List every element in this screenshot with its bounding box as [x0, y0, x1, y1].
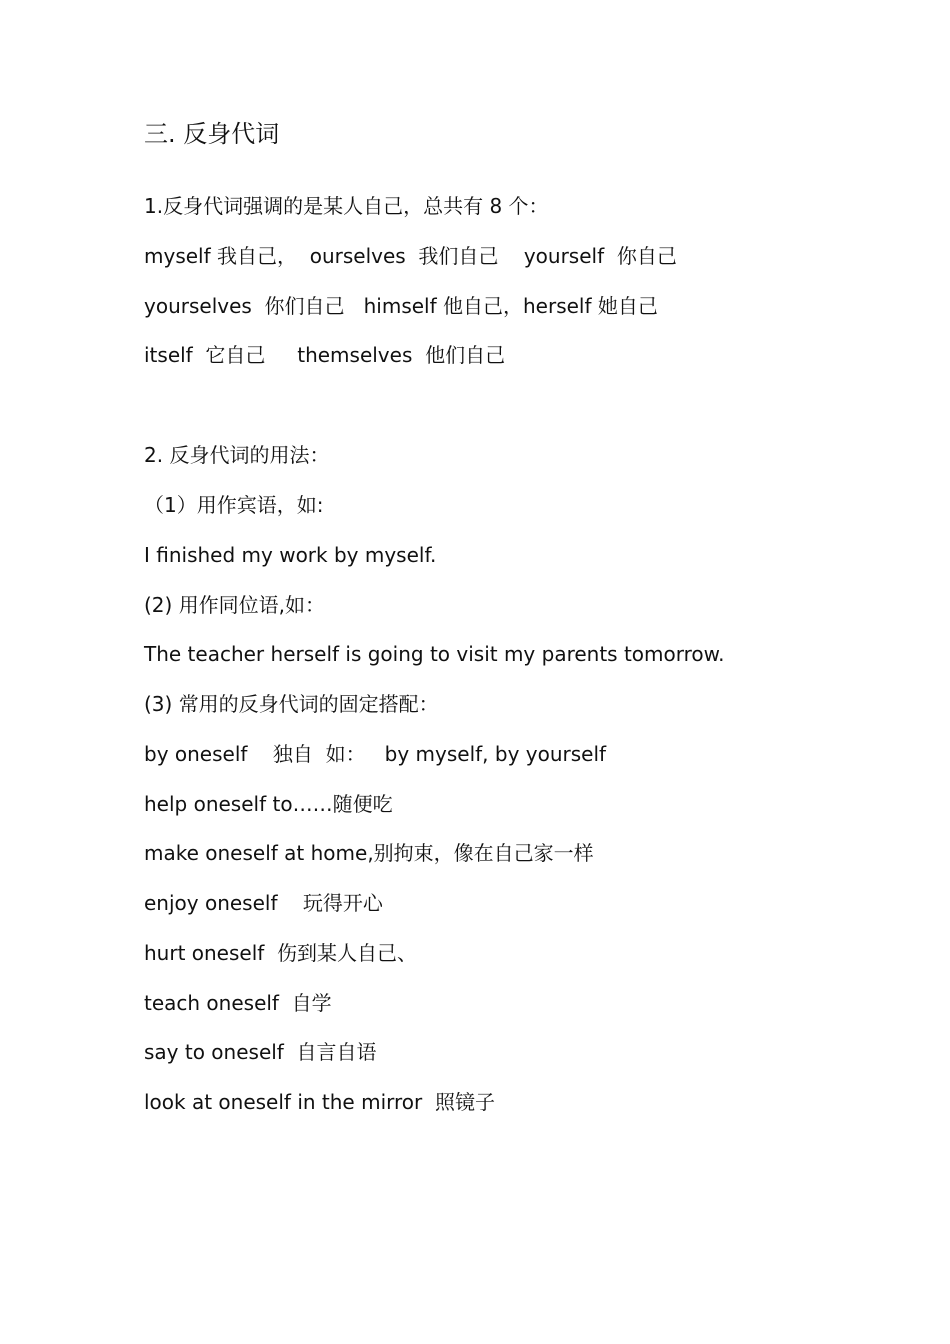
phrase-item: make oneself at home,别拘束，像在自己家一样 [144, 841, 594, 865]
section2-title: 2. 反身代词的用法： [144, 443, 330, 467]
phrase-item: hurt oneself 伤到某人自己、 [144, 941, 418, 965]
phrase-item: look at oneself in the mirror 照镜子 [144, 1090, 495, 1114]
phrase-item: help oneself to……随便吃 [144, 792, 393, 816]
pronoun-list-row-2: yourselves 你们自己 himself 他自己，herself 她自己 [144, 294, 658, 318]
phrase-item: say to oneself 自言自语 [144, 1040, 377, 1064]
usage-3-label: (3) 常用的反身代词的固定搭配： [144, 692, 439, 716]
phrase-item: by oneself 独自 如： by myself, by yourself [144, 742, 607, 766]
usage-1-example: I finished my work by myself. [144, 543, 437, 567]
phrase-item: teach oneself 自学 [144, 991, 332, 1015]
pronoun-list-row-1: myself 我自己， ourselves 我们自己 yourself 你自己 [144, 244, 677, 268]
section-heading: 三. 反身代词 [144, 120, 280, 148]
usage-2-example: The teacher herself is going to visit my parents tomorrow. [144, 642, 725, 666]
usage-1-label: （1）用作宾语，如: [144, 493, 324, 517]
phrase-item: enjoy oneself 玩得开心 [144, 891, 383, 915]
section1-intro: 1.反身代词强调的是某人自己，总共有 8 个： [144, 194, 549, 218]
pronoun-list-row-3: itself 它自己 themselves 他们自己 [144, 343, 506, 367]
usage-2-label: (2) 用作同位语,如： [144, 593, 326, 617]
